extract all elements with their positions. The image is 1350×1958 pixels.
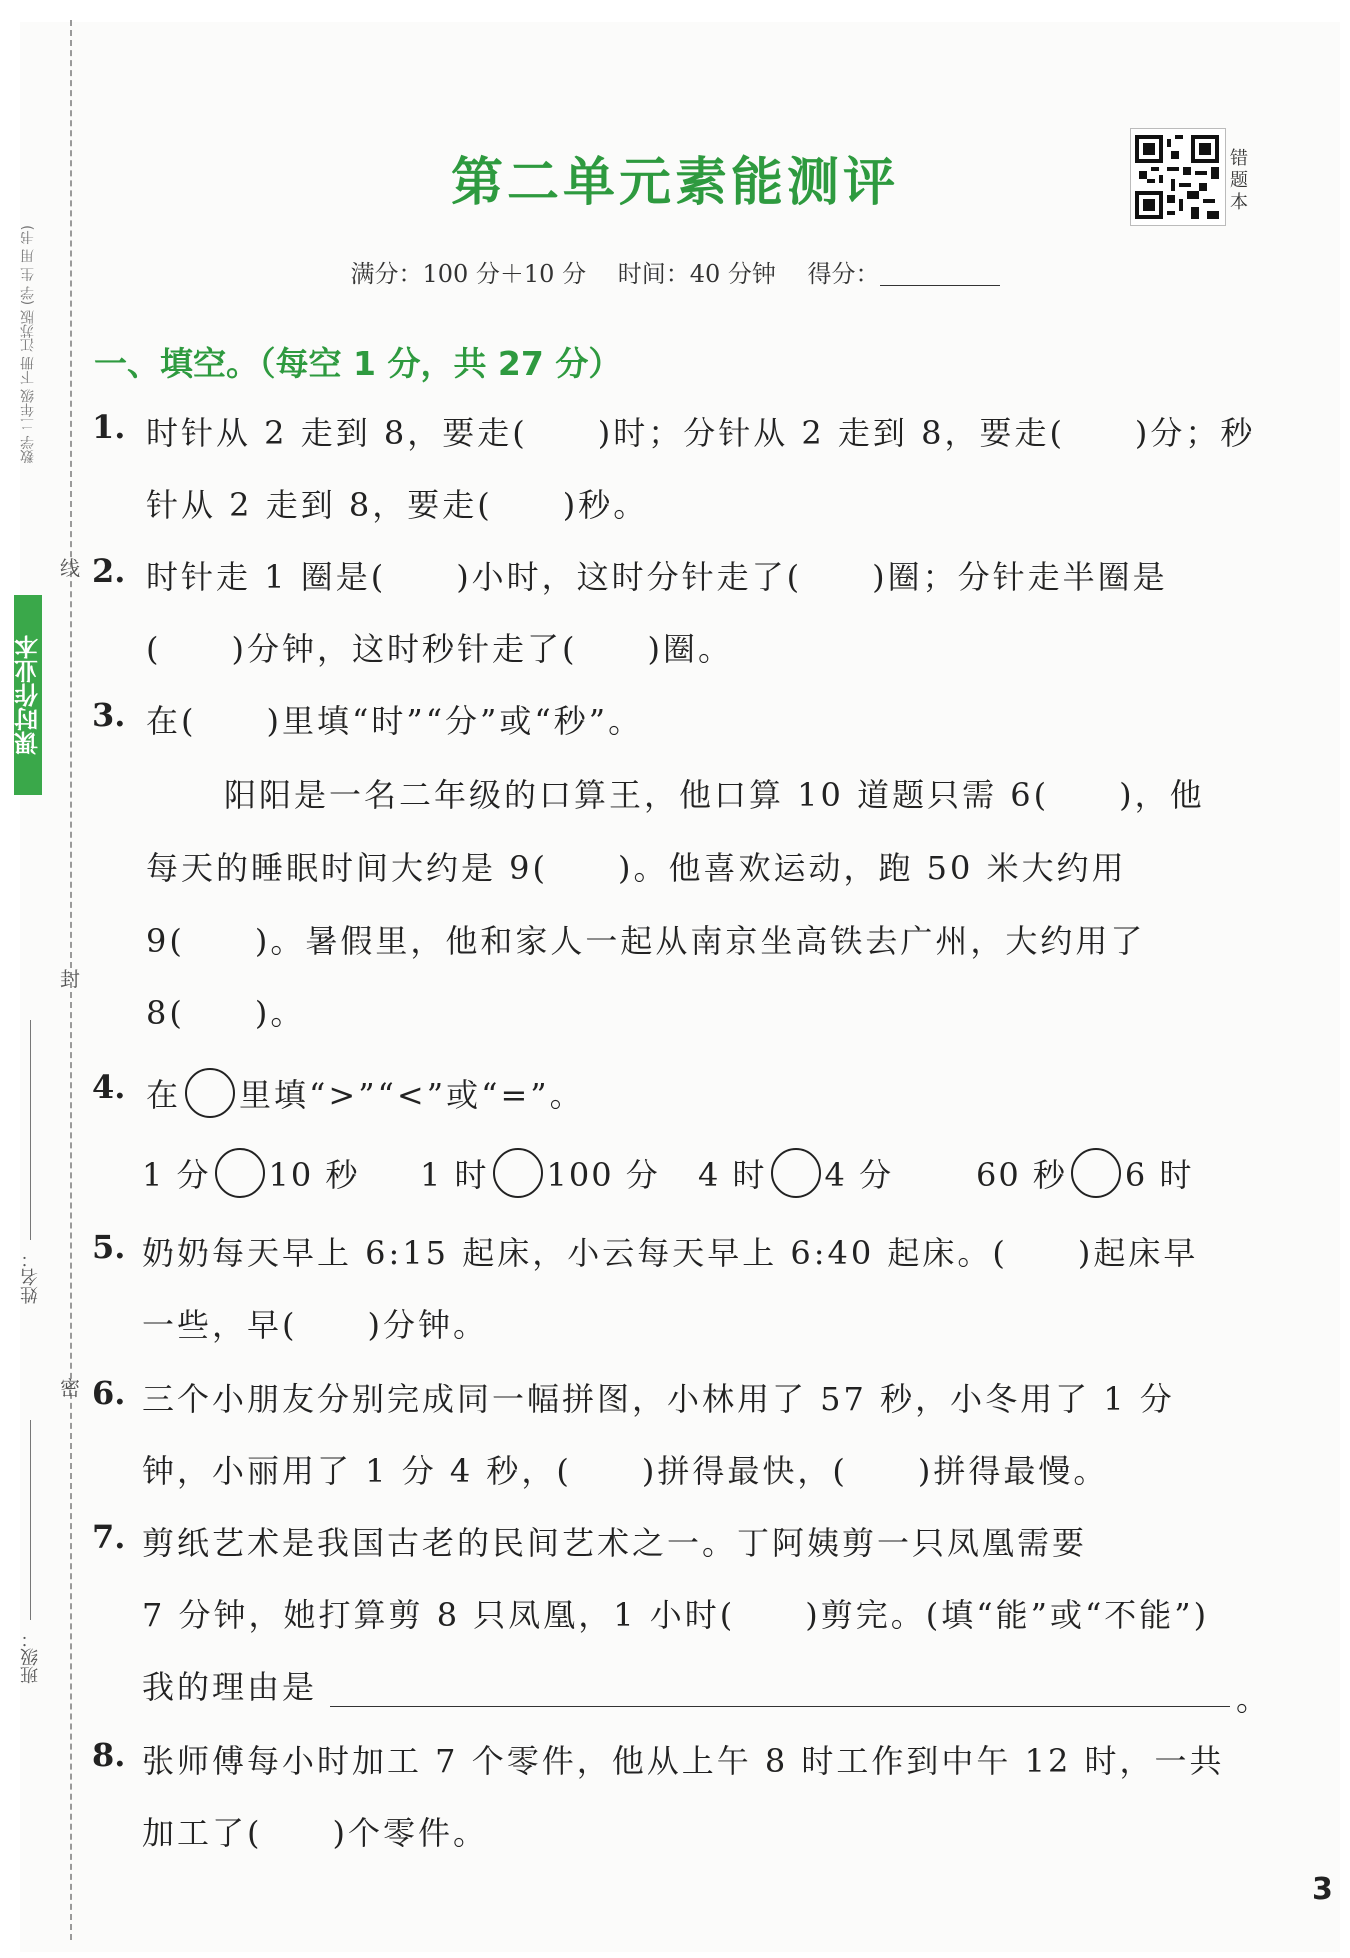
question-text: 阳阳是一名二年级的口算王，他口算 10 道题只需 6( )，他 (224, 776, 1205, 814)
compare-item (142, 1148, 359, 1198)
cut-mark-line: 线 (60, 556, 80, 580)
question-number: 7. (92, 1518, 126, 1556)
question-text: 7 分钟，她打算剪 8 只凤凰，1 小时( )剪完。(填“能”或“不能”) (142, 1596, 1210, 1634)
question-text: 8( )。 (146, 994, 306, 1032)
page-number: 3 (1312, 1872, 1333, 1907)
reason-answer-line[interactable] (330, 1706, 1230, 1707)
question-text: 一些，早( )分钟。 (142, 1306, 488, 1344)
class-field-line (30, 1420, 31, 1620)
qr-label: 错题本 (1230, 148, 1248, 213)
name-field-label: 姓名： (20, 1250, 41, 1304)
question-number: 6. (92, 1374, 126, 1412)
compare-left: 1 分 (142, 1156, 211, 1194)
compare-item (976, 1148, 1193, 1198)
question-text: 张师傅每小时加工 7 个零件，他从上午 8 时工作到中午 12 时，一共 (142, 1742, 1225, 1780)
time-limit: 时间：40 分钟 (617, 260, 776, 288)
compare-right: 10 秒 (268, 1156, 360, 1194)
question-text: ( )分钟，这时秒针走了( )圈。 (146, 630, 733, 668)
sidebar-series: 数学 二年级 下册 江苏版 (学 生 用 书) (20, 225, 36, 464)
section-title: 一、填空。（每空 1 分，共 27 分） (94, 344, 622, 383)
question-number: 8. (92, 1736, 126, 1774)
question-text-part: 里填“>”“<”或“=”。 (239, 1076, 585, 1114)
score-blank (880, 285, 1000, 286)
question-text: 时针走 1 圈是( )小时，这时分针走了( )圈；分针走半圈是 (146, 558, 1168, 596)
question-text: 针从 2 走到 8，要走( )秒。 (146, 486, 649, 524)
question-number: 2. (92, 552, 126, 590)
question-text: 奶奶每天早上 6:15 起床，小云每天早上 6:40 起床。( )起床早 (142, 1234, 1199, 1272)
full-score: 满分：100 分＋10 分 (350, 260, 587, 288)
question-text: 时针从 2 走到 8，要走( )时；分针从 2 走到 8，要走( )分；秒 (146, 414, 1256, 452)
qr-code-icon (1135, 135, 1219, 219)
page-title: 第二单元素能测评 (450, 153, 899, 213)
compare-circle-example (185, 1068, 235, 1118)
compare-left: 1 时 (420, 1156, 489, 1194)
compare-circle[interactable] (1071, 1148, 1121, 1198)
question-text: 三个小朋友分别完成同一幅拼图，小林用了 57 秒，小冬用了 1 分 (142, 1380, 1175, 1418)
question-text: 9( )。暑假里，他和家人一起从南京坐高铁去广州，大约用了 (146, 922, 1146, 960)
question-number: 5. (92, 1228, 126, 1266)
compare-item (698, 1148, 893, 1198)
compare-item (420, 1148, 660, 1198)
sidebar-brand: 课时作业本 (14, 595, 42, 795)
cut-mark-close: 密 (60, 1376, 80, 1400)
question-number: 3. (92, 696, 126, 734)
question-text: 我的理由是 (142, 1668, 318, 1706)
question-text: 每天的睡眠时间大约是 9( )。他喜欢运动，跑 50 米大约用 (146, 849, 1127, 887)
compare-right: 6 时 (1124, 1156, 1194, 1194)
question-text: 在( )里填“时”“分”或“秒”。 (146, 702, 644, 740)
question-text: 钟，小丽用了 1 分 4 秒，( )拼得最快，( )拼得最慢。 (142, 1452, 1109, 1490)
score-field[interactable] (808, 260, 1000, 288)
compare-right: 4 分 (824, 1156, 894, 1194)
question-text: 加工了( )个零件。 (142, 1814, 488, 1852)
compare-left: 60 秒 (976, 1156, 1067, 1194)
cut-mark-seal: 封 (60, 967, 80, 991)
compare-circle[interactable] (215, 1148, 265, 1198)
compare-left: 4 时 (698, 1156, 767, 1194)
qr-code[interactable] (1130, 128, 1226, 226)
compare-circle[interactable] (771, 1148, 821, 1198)
score-info (0, 254, 1350, 289)
score-label: 得分： (807, 260, 880, 288)
name-field-line (30, 1020, 31, 1240)
question-number: 4. (92, 1068, 126, 1106)
compare-circle[interactable] (493, 1148, 543, 1198)
compare-right: 100 分 (546, 1156, 660, 1194)
question-number: 1. (92, 408, 126, 446)
class-field-label: 班级： (20, 1630, 41, 1684)
question-text-part: 在 (146, 1076, 182, 1114)
question-text-end: 。 (1236, 1680, 1272, 1718)
question-text (146, 1068, 585, 1118)
question-text: 剪纸艺术是我国古老的民间艺术之一。丁阿姨剪一只凤凰需要 (142, 1524, 1088, 1562)
